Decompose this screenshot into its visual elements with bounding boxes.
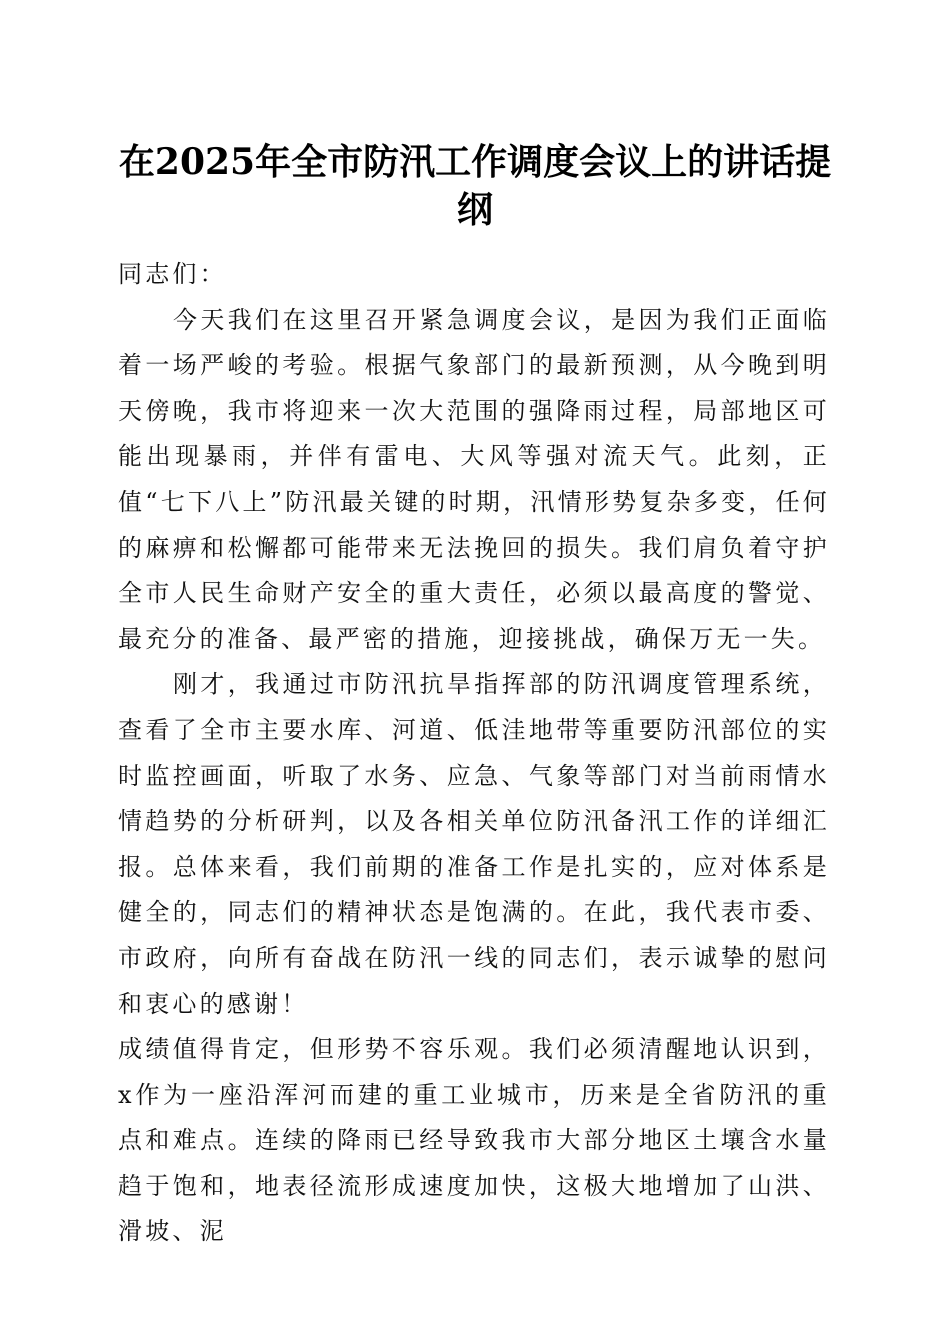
paragraph-3: 成绩值得肯定，但形势不容乐观。我们必须清醒地认识到，x作为一座沿浑河而建的重工业城市，历来是全省防汛的重点和难点。连续的降雨已经导致我市大部分地区土壤含水量趋于饱和，地表径流形成速度加快，这极大地增加了山洪、滑坡、泥	[118, 1035, 830, 1246]
salutation: 同志们：	[118, 260, 227, 288]
document-title: 在2025年全市防汛工作调度会议上的讲话提纲	[118, 141, 832, 231]
paragraph-2: 刚才，我通过市防汛抗旱指挥部的防汛调度管理系统，查看了全市主要水库、河道、低洼地带等重要防汛部位的实时监控画面，听取了水务、应急、气象等部门对当前雨情水情趋势的分析研判，以及各相关单位防汛备汛工作的详细汇报。总体来看，我们前期的准备工作是扎实的，应对体系是健全的，同志们的精神状态是饱满的。在此，我代表市委、市政府，向所有奋战在防汛一线的同志们，表示诚挚的慰问和衷心的感谢！	[118, 670, 830, 1018]
paragraph-1: 今天我们在这里召开紧急调度会议，是因为我们正面临着一场严峻的考验。根据气象部门的最新预测，从今晚到明天傍晚，我市将迎来一次大范围的强降雨过程，局部地区可能出现暴雨，并伴有雷电、大风等强对流天气。此刻，正值“七下八上”防汛最关键的时期，汛情形势复杂多变，任何的麻痹和松懈都可能带来无法挽回的损失。我们肩负着守护全市人民生命财产安全的重大责任，必须以最高度的警觉、最充分的准备、最严密的措施，迎接挑战，确保万无一失。	[118, 305, 830, 653]
document-body	[118, 252, 830, 1255]
